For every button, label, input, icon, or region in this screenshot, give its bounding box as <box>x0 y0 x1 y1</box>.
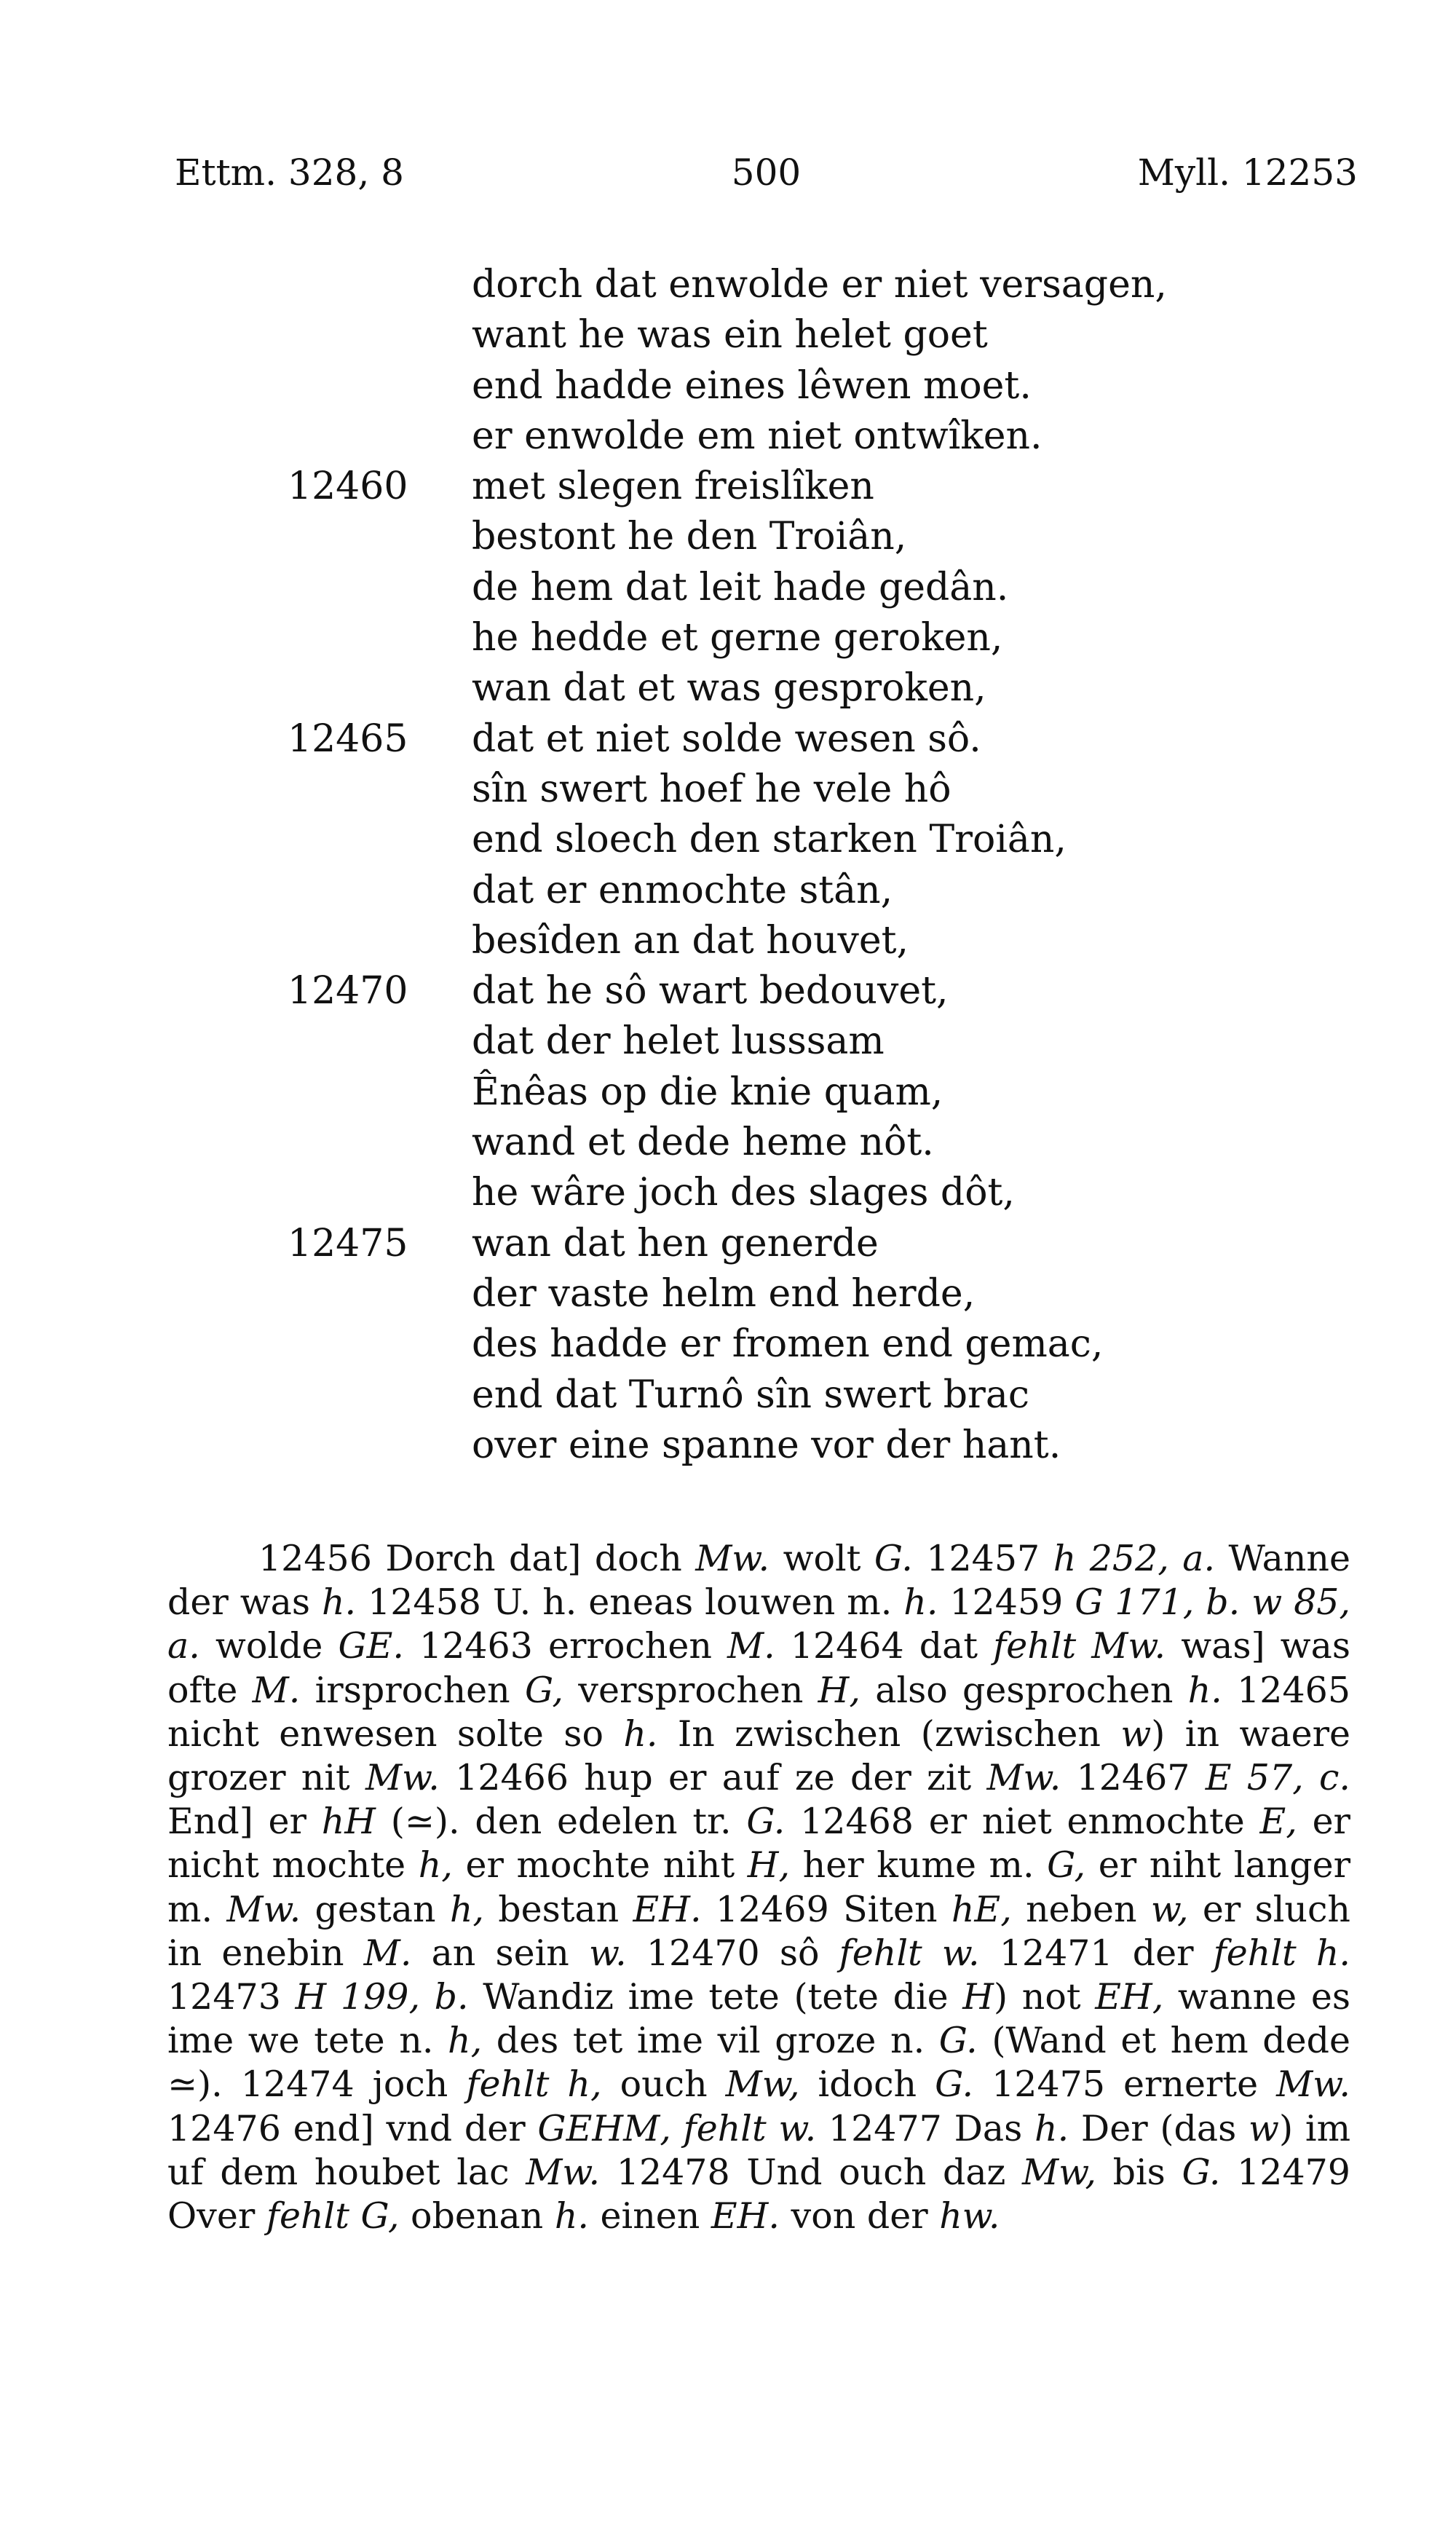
apparatus-text: von der <box>779 2195 940 2237</box>
apparatus-siglum: H <box>962 1976 994 2018</box>
apparatus-text: versprochen <box>563 1669 818 1711</box>
apparatus-text: an sein <box>411 1932 589 1974</box>
apparatus-text <box>671 2108 684 2149</box>
apparatus-siglum: E 57, c. <box>1205 1757 1350 1799</box>
apparatus-text: 12459 <box>938 1581 1075 1624</box>
apparatus-siglum: w <box>1249 2107 1279 2149</box>
verse-line <box>0 1118 1456 1168</box>
apparatus-text: gestan <box>301 1888 450 1930</box>
apparatus-text: idoch <box>799 2063 935 2106</box>
verse-text: dat he sô wart bedouvet, <box>472 969 949 1014</box>
apparatus-siglum: Mw. <box>1276 2063 1351 2106</box>
verse-line <box>0 512 1456 562</box>
apparatus-text: 12479 Over <box>167 2151 1350 2237</box>
poem-text <box>0 260 1456 1471</box>
apparatus-text: (≃). den edelen tr. <box>376 1801 747 1843</box>
apparatus-paragraph <box>167 1537 1350 2238</box>
apparatus-text: Der (das <box>1069 2107 1249 2149</box>
apparatus-siglum: h. <box>554 2195 589 2237</box>
apparatus-siglum: fehlt G, <box>266 2195 400 2237</box>
apparatus-siglum: h, <box>418 1844 453 1887</box>
apparatus-siglum: hE, <box>951 1888 1012 1930</box>
apparatus-siglum: EH. <box>633 1888 702 1930</box>
verse-text: dat er enmochte stân, <box>472 868 893 912</box>
apparatus-text: neben <box>1011 1888 1151 1930</box>
apparatus-text: End] er <box>167 1801 322 1843</box>
apparatus-text: ) in waere grozer nit <box>167 1713 1350 1799</box>
verse-line <box>0 563 1456 613</box>
verse-line <box>0 1421 1456 1471</box>
line-number: 12465 <box>288 716 408 761</box>
verse-text: dat et niet solde wesen sô. <box>472 716 981 761</box>
verse-text: dorch dat enwolde er niet versagen, <box>472 263 1167 307</box>
verse-line <box>0 411 1456 462</box>
verse-line <box>0 1067 1456 1118</box>
apparatus-text: In zwischen (zwischen <box>657 1713 1121 1755</box>
verse-line <box>0 1016 1456 1067</box>
apparatus-text: wanne es ime we tete n. <box>167 1976 1350 2062</box>
apparatus-siglum: w <box>1120 1713 1152 1755</box>
apparatus-text: 12464 dat <box>775 1625 994 1667</box>
verse-line <box>0 966 1456 1016</box>
apparatus-siglum: fehlt h. <box>1213 1932 1351 1974</box>
page-number: 500 <box>731 151 802 194</box>
apparatus-text: 12469 Siten <box>701 1888 951 1930</box>
apparatus-siglum: G. <box>938 2020 978 2062</box>
apparatus-siglum: GE. <box>338 1625 404 1667</box>
apparatus-text: Wanne der was <box>167 1538 1350 1624</box>
apparatus-siglum: GEHM, <box>537 2107 671 2149</box>
verse-text: er enwolde em niet ontwîken. <box>472 414 1042 458</box>
apparatus-siglum: h, <box>449 1888 484 1930</box>
verse-text: end dat Turnô sîn swert brac <box>472 1372 1030 1417</box>
verse-text: he hedde et gerne geroken, <box>472 616 1003 660</box>
apparatus-text: bestan <box>483 1888 633 1930</box>
verse-line <box>0 1219 1456 1269</box>
apparatus-siglum: h. <box>1187 1669 1222 1711</box>
apparatus-text: 12476 end] vnd der <box>167 2107 538 2149</box>
apparatus-siglum: H, <box>747 1844 791 1887</box>
verse-text: wan dat hen generde <box>472 1221 879 1265</box>
apparatus-siglum: hH <box>321 1801 376 1843</box>
apparatus-siglum: h 252, a. <box>1053 1538 1216 1579</box>
apparatus-text: er nicht mochte <box>167 1801 1350 1887</box>
verse-line <box>0 765 1456 815</box>
apparatus-text: was] was ofte <box>167 1625 1350 1711</box>
apparatus-siglum: Mw. <box>986 1757 1061 1799</box>
apparatus-text: er niht langer m. <box>167 1844 1351 1930</box>
apparatus-text: einen <box>588 2195 711 2237</box>
apparatus-siglum: h. <box>903 1581 938 1624</box>
verse-text: der vaste helm end herde, <box>472 1271 976 1316</box>
apparatus-text: bis <box>1096 2151 1182 2193</box>
verse-line <box>0 866 1456 916</box>
verse-text: de hem dat leit hade gedân. <box>472 565 1009 609</box>
apparatus-text: 12467 <box>1061 1757 1206 1799</box>
apparatus-text: 12458 U. h. eneas louwen m. <box>356 1581 904 1624</box>
verse-line <box>0 613 1456 663</box>
apparatus-text: ) im uf dem houbet lac <box>167 2107 1351 2193</box>
verse-text: wan dat et was gesproken, <box>472 666 986 711</box>
verse-line <box>0 361 1456 411</box>
verse-line <box>0 260 1456 310</box>
verse-text: sîn swert hoef he vele hô <box>472 767 951 811</box>
verse-line <box>0 1370 1456 1421</box>
verse-line <box>0 310 1456 360</box>
line-number: 12475 <box>288 1221 408 1265</box>
verse-text: bestont he den Troiân, <box>472 515 907 559</box>
verse-line <box>0 1319 1456 1370</box>
apparatus-text: 12456 Dorch dat] doch <box>258 1538 696 1579</box>
verse-line <box>0 1269 1456 1319</box>
apparatus-text: 12457 <box>912 1538 1053 1579</box>
apparatus-siglum: M. <box>252 1669 301 1711</box>
verse-text: met slegen freislîken <box>472 465 874 509</box>
verse-line <box>0 916 1456 966</box>
apparatus-text: 12465 nicht enwesen solte so <box>167 1669 1350 1755</box>
verse-text: end hadde eines lêwen moet. <box>472 363 1032 408</box>
apparatus-siglum: Mw. <box>226 1888 301 1930</box>
apparatus-siglum: EH, <box>1095 1976 1164 2018</box>
apparatus-siglum: Mw, <box>1022 2151 1096 2193</box>
apparatus-text: 12471 der <box>979 1932 1214 1974</box>
apparatus-text: 12463 errochen <box>403 1625 727 1667</box>
verse-line <box>0 663 1456 714</box>
apparatus-siglum: h, <box>448 2020 483 2062</box>
running-header <box>175 151 1358 210</box>
apparatus-siglum: G. <box>935 2063 974 2106</box>
apparatus-text: her kume m. <box>790 1844 1048 1887</box>
apparatus-text: wolt <box>769 1538 874 1579</box>
verse-line <box>0 462 1456 512</box>
apparatus-siglum: G. <box>874 1538 913 1579</box>
apparatus-siglum: EH. <box>711 2195 780 2237</box>
apparatus-siglum: hw. <box>939 2195 1000 2237</box>
verse-text: wand et dede heme nôt. <box>472 1121 934 1165</box>
apparatus-siglum: w. <box>589 1932 627 1974</box>
apparatus-text: Wandiz ime tete (tete die <box>468 1976 963 2018</box>
apparatus-text: 12477 Das <box>816 2107 1035 2149</box>
apparatus-siglum: Mw. <box>365 1757 440 1799</box>
apparatus-text: irsprochen <box>300 1669 526 1711</box>
apparatus-siglum: w, <box>1150 1888 1189 1930</box>
header-right-reference: Myll. 12253 <box>1137 151 1358 194</box>
verse-line <box>0 714 1456 765</box>
apparatus-siglum: Mw. <box>526 2151 601 2193</box>
apparatus-text: (Wand et hem dede ≃). 12474 joch <box>167 2020 1350 2106</box>
apparatus-siglum: M. <box>363 1932 412 1974</box>
apparatus-text: 12478 Und ouch daz <box>600 2151 1023 2193</box>
apparatus-siglum: H, <box>818 1669 860 1711</box>
apparatus-siglum: fehlt w. <box>839 1932 980 1974</box>
apparatus-siglum: h. <box>1034 2107 1069 2149</box>
line-number: 12460 <box>288 465 408 509</box>
apparatus-siglum: G, <box>1047 1844 1086 1887</box>
header-left-reference: Ettm. 328, 8 <box>175 151 404 194</box>
apparatus-text: 12475 ernerte <box>973 2063 1277 2106</box>
apparatus-siglum: G, <box>525 1669 563 1711</box>
apparatus-siglum: fehlt w. <box>683 2107 817 2149</box>
verse-text: dat der helet lusssam <box>472 1019 885 1064</box>
apparatus-text: 12466 hup er auf ze der zit <box>439 1757 987 1799</box>
apparatus-siglum: G 171, b. w 85, a. <box>167 1581 1351 1667</box>
apparatus-siglum: h. <box>623 1713 658 1755</box>
apparatus-text: er mochte niht <box>452 1844 748 1887</box>
apparatus-text: wolde <box>199 1625 339 1667</box>
apparatus-siglum: fehlt h, <box>466 2063 602 2106</box>
apparatus-siglum: Mw. <box>695 1538 770 1579</box>
apparatus-siglum: E, <box>1259 1801 1297 1843</box>
apparatus-text: er sluch in enebin <box>167 1888 1350 1974</box>
apparatus-text: obenan <box>399 2195 555 2237</box>
apparatus-text: 12468 er niet enmochte <box>785 1801 1260 1843</box>
apparatus-siglum: h. <box>321 1581 357 1624</box>
apparatus-siglum: H 199, b. <box>295 1976 469 2018</box>
apparatus-text: ) not <box>994 1976 1096 2018</box>
verse-text: over eine spanne vor der hant. <box>472 1423 1061 1467</box>
apparatus-siglum: G. <box>746 1801 786 1843</box>
apparatus-text: 12470 sô <box>626 1932 839 1974</box>
apparatus-siglum: M. <box>727 1625 775 1667</box>
line-number: 12470 <box>288 969 408 1014</box>
verse-text: he wâre joch des slages dôt, <box>472 1171 1015 1215</box>
verse-text: Ênêas op die knie quam, <box>472 1070 943 1114</box>
verse-line <box>0 815 1456 865</box>
apparatus-siglum: G. <box>1182 2151 1221 2193</box>
apparatus-siglum: Mw, <box>725 2063 800 2106</box>
verse-line <box>0 1168 1456 1218</box>
critical-apparatus <box>167 1537 1350 2238</box>
verse-text: des hadde er fromen end gemac, <box>472 1322 1104 1367</box>
apparatus-text: des tet ime vil groze n. <box>482 2020 939 2062</box>
verse-text: want he was ein helet goet <box>472 313 988 358</box>
verse-text: besîden an dat houvet, <box>472 918 909 963</box>
apparatus-siglum: fehlt Mw. <box>993 1625 1166 1667</box>
apparatus-text: also gesprochen <box>860 1669 1188 1711</box>
apparatus-text: 12473 <box>167 1976 296 2018</box>
verse-text: end sloech den starken Troiân, <box>472 818 1067 862</box>
apparatus-text: ouch <box>601 2063 726 2106</box>
